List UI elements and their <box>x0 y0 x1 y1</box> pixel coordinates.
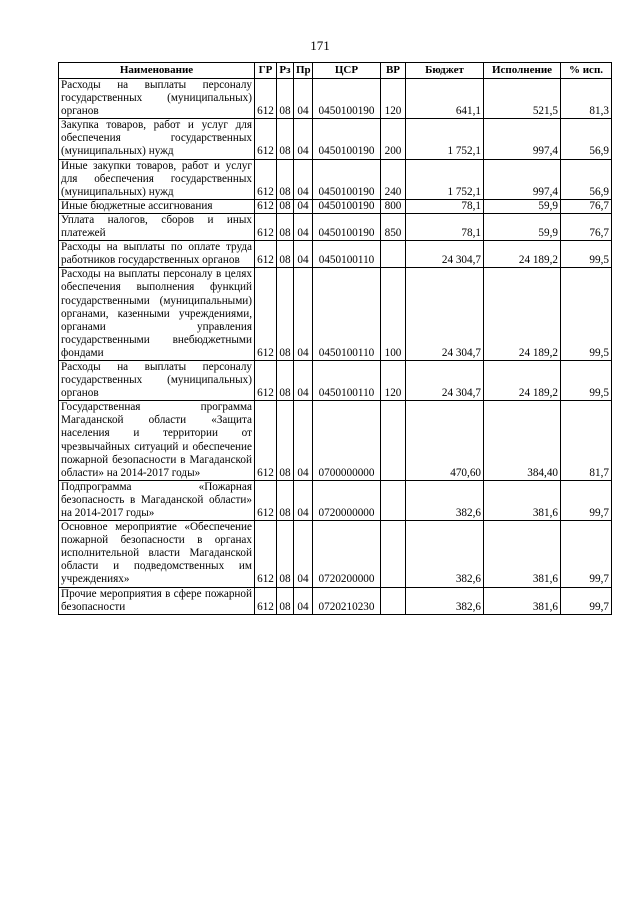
cell-name: Расходы на выплаты по оплате труда работников государственных органов <box>59 241 255 268</box>
cell-rz: 08 <box>277 360 294 400</box>
cell-execution: 997,4 <box>484 159 561 199</box>
cell-execution: 381,6 <box>484 587 561 614</box>
cell-rz: 08 <box>277 401 294 481</box>
cell-gr: 612 <box>255 79 277 119</box>
cell-rz: 08 <box>277 159 294 199</box>
cell-rz: 08 <box>277 521 294 587</box>
cell-execution: 59,9 <box>484 199 561 213</box>
cell-vr: 200 <box>381 119 406 159</box>
cell-csr: 0450100190 <box>313 119 381 159</box>
cell-vr: 850 <box>381 213 406 240</box>
cell-vr: 120 <box>381 79 406 119</box>
cell-name: Основное мероприятие «Обеспечение пожарной безопасности в органах исполнительной власти Магаданской области и подведомственных им учреждениях» <box>59 521 255 587</box>
cell-name: Расходы на выплаты персоналу государственных (муниципальных) органов <box>59 79 255 119</box>
cell-rz: 08 <box>277 268 294 361</box>
cell-percent: 99,5 <box>561 360 612 400</box>
col-header-execution: Исполнение <box>484 63 561 79</box>
cell-percent: 56,9 <box>561 119 612 159</box>
table-row <box>59 360 612 400</box>
cell-csr: 0450100190 <box>313 159 381 199</box>
cell-pr: 04 <box>294 360 313 400</box>
cell-name: Государственная программа Магаданской области «Защита населения и территории от чрезвычайных ситуаций и обеспечение пожарной безопасности в Магаданской области» на 2014-2017 годы» <box>59 401 255 481</box>
cell-budget: 78,1 <box>406 199 484 213</box>
cell-gr: 612 <box>255 360 277 400</box>
cell-gr: 612 <box>255 159 277 199</box>
col-header-percent: % исп. <box>561 63 612 79</box>
cell-pr: 04 <box>294 241 313 268</box>
cell-vr: 100 <box>381 268 406 361</box>
cell-name: Расходы на выплаты персоналу государственных (муниципальных) органов <box>59 360 255 400</box>
cell-gr: 612 <box>255 587 277 614</box>
cell-execution: 997,4 <box>484 119 561 159</box>
cell-csr: 0450100110 <box>313 241 381 268</box>
cell-execution: 24 189,2 <box>484 241 561 268</box>
col-header-budget: Бюджет <box>406 63 484 79</box>
cell-budget: 24 304,7 <box>406 360 484 400</box>
cell-execution: 59,9 <box>484 213 561 240</box>
cell-name: Иные закупки товаров, работ и услуг для обеспечения государственных (муниципальных) нужд <box>59 159 255 199</box>
cell-pr: 04 <box>294 480 313 520</box>
table-row <box>59 401 612 481</box>
cell-vr <box>381 241 406 268</box>
table-row <box>59 119 612 159</box>
cell-csr: 0450100190 <box>313 79 381 119</box>
cell-gr: 612 <box>255 213 277 240</box>
cell-budget: 470,60 <box>406 401 484 481</box>
cell-csr: 0720210230 <box>313 587 381 614</box>
table-row <box>59 159 612 199</box>
table-row <box>59 213 612 240</box>
cell-percent: 99,7 <box>561 587 612 614</box>
cell-name: Уплата налогов, сборов и иных платежей <box>59 213 255 240</box>
cell-execution: 521,5 <box>484 79 561 119</box>
cell-execution: 381,6 <box>484 480 561 520</box>
cell-execution: 24 189,2 <box>484 360 561 400</box>
cell-pr: 04 <box>294 213 313 240</box>
cell-csr: 0720000000 <box>313 480 381 520</box>
cell-budget: 382,6 <box>406 521 484 587</box>
table-row <box>59 79 612 119</box>
cell-rz: 08 <box>277 119 294 159</box>
cell-pr: 04 <box>294 79 313 119</box>
cell-budget: 24 304,7 <box>406 268 484 361</box>
cell-budget: 1 752,1 <box>406 119 484 159</box>
table-row <box>59 199 612 213</box>
cell-pr: 04 <box>294 199 313 213</box>
cell-rz: 08 <box>277 213 294 240</box>
cell-gr: 612 <box>255 119 277 159</box>
cell-pr: 04 <box>294 119 313 159</box>
budget-table <box>58 62 612 615</box>
cell-csr: 0450100190 <box>313 213 381 240</box>
table-row <box>59 480 612 520</box>
cell-percent: 81,7 <box>561 401 612 481</box>
cell-rz: 08 <box>277 587 294 614</box>
header-row <box>59 63 612 79</box>
cell-pr: 04 <box>294 159 313 199</box>
cell-percent: 99,7 <box>561 521 612 587</box>
cell-csr: 0700000000 <box>313 401 381 481</box>
cell-gr: 612 <box>255 241 277 268</box>
cell-vr <box>381 401 406 481</box>
col-header-name: Наименование <box>59 63 255 79</box>
cell-gr: 612 <box>255 521 277 587</box>
cell-vr: 800 <box>381 199 406 213</box>
col-header-gr: ГР <box>255 63 277 79</box>
table-row <box>59 268 612 361</box>
page-number: 171 <box>310 38 330 53</box>
table-row <box>59 587 612 614</box>
cell-percent: 56,9 <box>561 159 612 199</box>
table-header <box>59 63 612 79</box>
cell-csr: 0450100110 <box>313 268 381 361</box>
cell-rz: 08 <box>277 480 294 520</box>
cell-gr: 612 <box>255 268 277 361</box>
table-row <box>59 521 612 587</box>
col-header-csr: ЦСР <box>313 63 381 79</box>
cell-vr <box>381 521 406 587</box>
cell-name: Прочие мероприятия в сфере пожарной безопасности <box>59 587 255 614</box>
cell-rz: 08 <box>277 241 294 268</box>
cell-budget: 382,6 <box>406 587 484 614</box>
cell-percent: 81,3 <box>561 79 612 119</box>
cell-rz: 08 <box>277 199 294 213</box>
table-body <box>59 79 612 615</box>
col-header-pr: Пр <box>294 63 313 79</box>
cell-percent: 99,5 <box>561 268 612 361</box>
col-header-vr: ВР <box>381 63 406 79</box>
cell-budget: 382,6 <box>406 480 484 520</box>
cell-vr <box>381 480 406 520</box>
cell-csr: 0720200000 <box>313 521 381 587</box>
cell-budget: 1 752,1 <box>406 159 484 199</box>
cell-percent: 76,7 <box>561 213 612 240</box>
col-header-rz: Рз <box>277 63 294 79</box>
cell-pr: 04 <box>294 521 313 587</box>
cell-name: Расходы на выплаты персоналу в целях обеспечения выполнения функций государственными (муниципальными) органами, казенными учреждениями, органами управления государственными внебюджетными фондами <box>59 268 255 361</box>
cell-rz: 08 <box>277 79 294 119</box>
cell-vr <box>381 587 406 614</box>
cell-percent: 76,7 <box>561 199 612 213</box>
cell-execution: 384,40 <box>484 401 561 481</box>
cell-pr: 04 <box>294 587 313 614</box>
cell-name: Иные бюджетные ассигнования <box>59 199 255 213</box>
cell-budget: 24 304,7 <box>406 241 484 268</box>
cell-gr: 612 <box>255 480 277 520</box>
cell-percent: 99,7 <box>561 480 612 520</box>
cell-gr: 612 <box>255 199 277 213</box>
cell-csr: 0450100110 <box>313 360 381 400</box>
cell-execution: 381,6 <box>484 521 561 587</box>
cell-execution: 24 189,2 <box>484 268 561 361</box>
cell-budget: 641,1 <box>406 79 484 119</box>
cell-vr: 120 <box>381 360 406 400</box>
cell-csr: 0450100190 <box>313 199 381 213</box>
cell-percent: 99,5 <box>561 241 612 268</box>
cell-pr: 04 <box>294 268 313 361</box>
cell-gr: 612 <box>255 401 277 481</box>
cell-name: Подпрограмма «Пожарная безопасность в Магаданской области» на 2014-2017 годы» <box>59 480 255 520</box>
cell-name: Закупка товаров, работ и услуг для обеспечения государственных (муниципальных) нужд <box>59 119 255 159</box>
cell-pr: 04 <box>294 401 313 481</box>
cell-vr: 240 <box>381 159 406 199</box>
cell-budget: 78,1 <box>406 213 484 240</box>
table-row <box>59 241 612 268</box>
